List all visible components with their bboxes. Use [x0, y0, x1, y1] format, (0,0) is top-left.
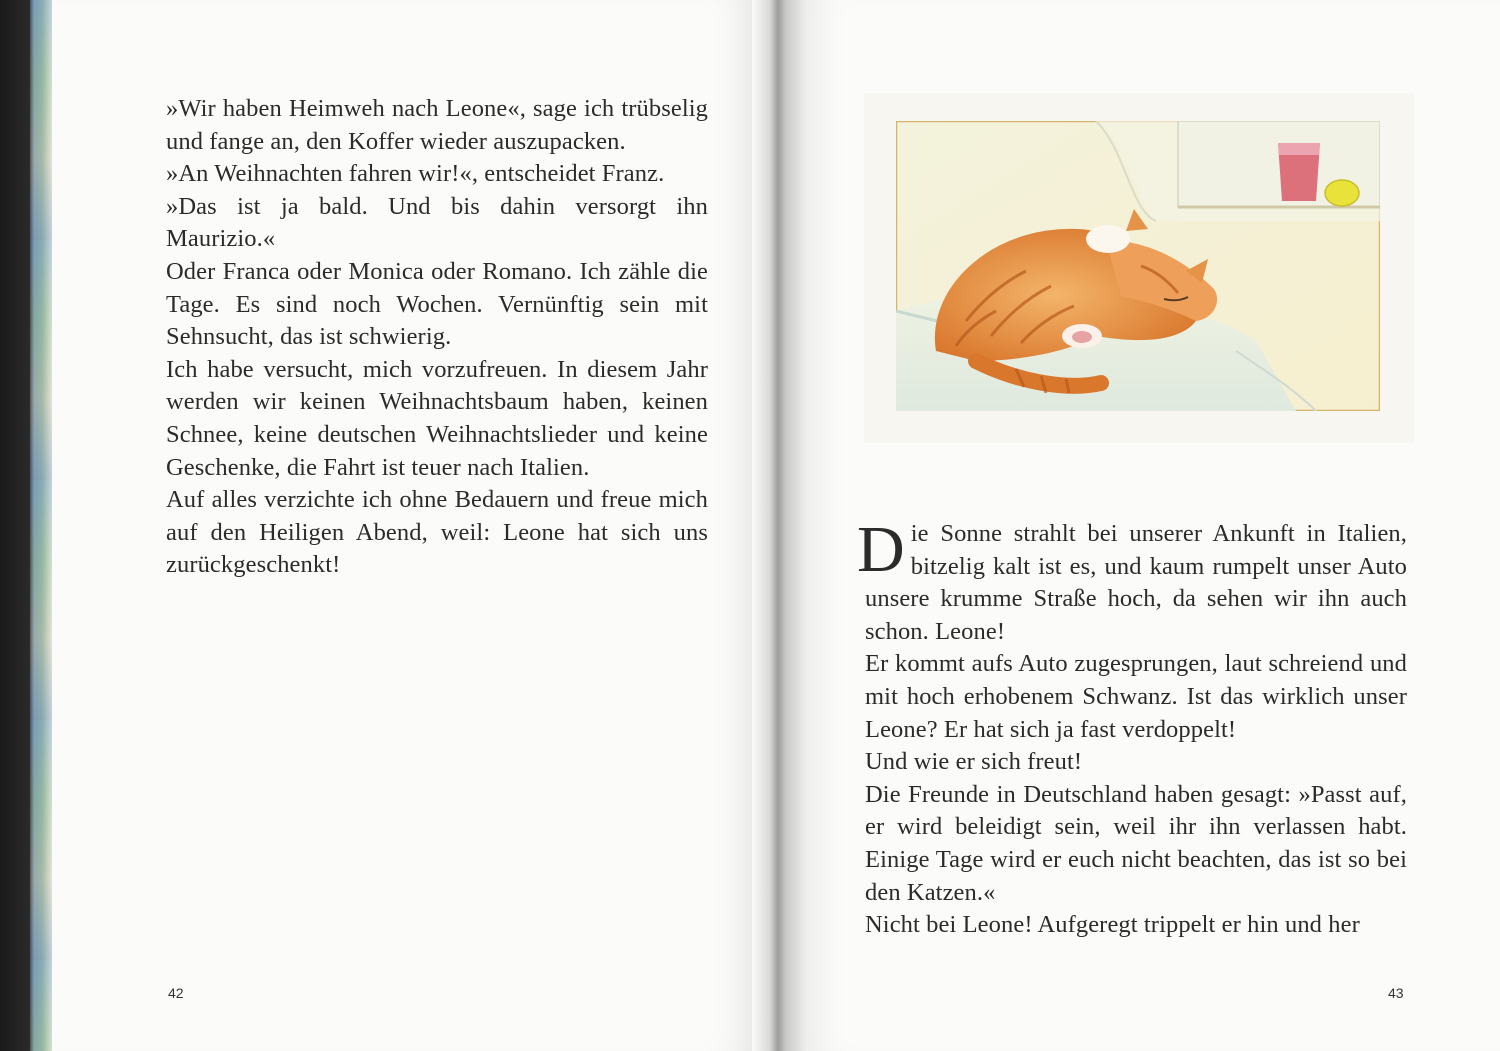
- right-page-text: [857, 513, 1407, 942]
- paragraph: Und wie er sich freut!: [865, 748, 1083, 776]
- page-number-right: 43: [1388, 985, 1404, 1001]
- illustration-frame: [864, 93, 1414, 443]
- paragraph: »Das ist ja bald. Und bis dahin versorgt ihn Maurizio.«: [166, 192, 708, 253]
- left-page: [52, 0, 760, 1051]
- paragraph: Er kommt aufs Auto zugesprungen, laut schreiend und mit hoch erhobenem Schwanz. Ist das wirklich unser Leone? Er hat sich ja fast verdoppelt!: [865, 650, 1407, 743]
- paragraph: »An Weihnachten fahren wir!«, entscheidet Franz.: [166, 160, 665, 188]
- page-number-left: 42: [168, 985, 184, 1001]
- left-page-text: [166, 93, 708, 582]
- glass-icon: [1278, 143, 1320, 201]
- paragraph: Oder Franca oder Monica oder Romano. Ich zähle die Tage. Es sind noch Wochen. Vernünftig sein mit Sehnsucht, das ist schwierig.: [166, 257, 708, 351]
- paragraph: Ich habe versucht, mich vorzufreuen. In diesem Jahr werden wir keinen Weihnachtsbaum haben, keinen Schnee, keine deutschen Weihnachtslieder und keine Geschenke, die Fahrt ist teuer nach Italien.: [166, 355, 708, 481]
- paragraph: Auf alles verzichte ich ohne Bedauern und freue mich auf den Heiligen Abend, weil: Leone hat sich uns zurückgeschenkt!: [166, 486, 708, 579]
- book-gutter: [752, 0, 808, 1051]
- book-edge: [0, 0, 52, 1051]
- right-page: [808, 0, 1500, 1051]
- dropcap: D: [857, 513, 905, 586]
- first-paragraph-text: ie Sonne strahlt bei unserer Ankunft in Italien, bitzelig kalt ist es, und kaum rumpelt unser Auto unsere krumme Straße hoch, da sehen wir ihn auch schon. Leone!: [865, 520, 1407, 645]
- paragraph: Nicht bei Leone! Aufgeregt trippelt er hin und her: [865, 911, 1360, 939]
- first-paragraph: [857, 513, 1407, 648]
- paragraph: »Wir haben Heimweh nach Leone«, sage ich trübselig und fange an, den Koffer wieder auszupacken.: [166, 95, 708, 155]
- paragraph: Die Freunde in Deutschland haben gesagt: »Passt auf, er wird beleidigt sein, weil ihr ihn verlassen habt. Einige Tage wird er euch nicht beachten, das ist so bei den Katzen.«: [865, 780, 1407, 906]
- lemon-icon: [1325, 180, 1359, 206]
- sleeping-cat-illustration: [896, 121, 1380, 411]
